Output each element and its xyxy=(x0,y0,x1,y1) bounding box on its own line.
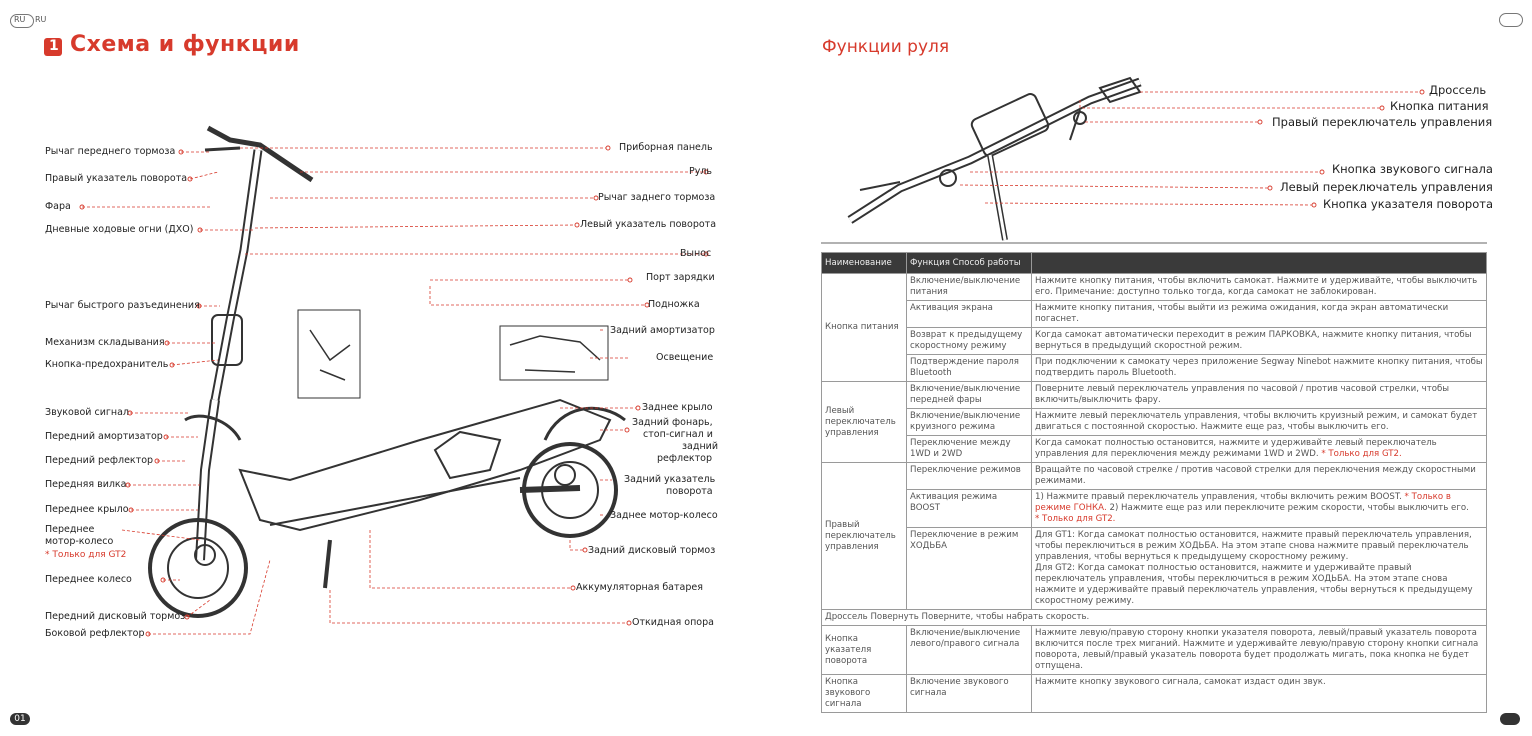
label-rear-turn-line2: поворота xyxy=(666,486,713,497)
row-note: * Только в режиме ГОНКА. xyxy=(1035,492,1451,513)
table-row xyxy=(822,409,1487,436)
table-row xyxy=(822,626,1487,675)
row-desc xyxy=(1032,490,1487,528)
label-left-turn-signal: Левый указатель поворота xyxy=(580,219,717,230)
label-right-turn-signal: Правый указатель поворота xyxy=(45,173,188,184)
group-name: Кнопка указателя поворота xyxy=(822,626,907,675)
label-headlight: Фара xyxy=(45,201,71,212)
label-left-control-switch: Левый переключатель управления xyxy=(1280,180,1493,194)
table-row xyxy=(822,274,1487,301)
label-front-disc-brake: Передний дисковый тормоз xyxy=(45,611,186,622)
row-desc-text: Для GT1: Когда самокат полностью остановится, нажмите правый переключатель управления, чтобы переключиться в режим ХОДЬБА. На этом этапе снова нажмите правый переключатель управления, чтобы вернуться к предыдущему скоростному режиму. xyxy=(1035,530,1472,562)
row-desc: Нажмите левую/правую сторону кнопки указателя поворота, левый/правый указатель поворота включится после трех миганий. Нажмите и удерживайте левую/правую сторону кнопки сигнала поворота, левый/правый указатель поворота будет продолжать мигать, пока кнопка не будет отпущена. xyxy=(1032,626,1487,675)
functions-table xyxy=(821,252,1487,713)
page-number-right xyxy=(1500,713,1520,725)
label-handlebar: Руль xyxy=(689,166,713,177)
label-front-reflector: Передний рефлектор xyxy=(45,455,154,466)
row-desc: Поверните левый переключатель управления по часовой / против часовой стрелки, чтобы включить/выключить фару. xyxy=(1032,382,1487,409)
lang-label-left: RU xyxy=(14,15,26,24)
throttle-func: Повернуть xyxy=(870,612,919,622)
header-name: Наименование xyxy=(822,253,907,274)
label-drl: Дневные ходовые огни (ДХО) xyxy=(45,224,194,235)
row-desc xyxy=(1032,528,1487,610)
table-row xyxy=(822,436,1487,463)
row-desc-text: 1) Нажмите правый переключатель управления, чтобы включить режим BOOST. xyxy=(1035,492,1402,502)
label-rear-fender: Заднее крыло xyxy=(642,402,713,413)
lang-label-left-outer: RU xyxy=(35,15,47,24)
table-row xyxy=(822,301,1487,328)
label-rear-turn-line1: Задний указатель xyxy=(624,474,716,485)
throttle-desc: Поверните, чтобы набрать скорость. xyxy=(921,612,1090,622)
row-desc: Нажмите кнопку питания, чтобы включить самокат. Нажмите и удерживайте, чтобы выключить его. Примечание: доступно только тогда, когда самокат не заблокирован. xyxy=(1032,274,1487,301)
label-taillight-line2: стоп-сигнал и xyxy=(643,429,713,440)
row-desc: Вращайте по часовой стрелке / против часовой стрелки для переключения между скоростными режимами. xyxy=(1032,463,1487,490)
group-name: Кнопка питания xyxy=(822,274,907,382)
row-function: Возврат к предыдущему скоростному режиму xyxy=(907,328,1032,355)
row-desc: Когда самокат автоматически переходит в режим ПАРКОВКА, нажмите кнопку питания, чтобы вернуться в предыдущий скоростной режим. xyxy=(1032,328,1487,355)
label-throttle: Дроссель xyxy=(1429,83,1487,97)
row-desc xyxy=(1032,436,1487,463)
label-front-shock: Передний амортизатор xyxy=(45,431,163,442)
row-function: Включение/выключение круизного режима xyxy=(907,409,1032,436)
row-function: Включение звукового сигнала xyxy=(907,675,1032,713)
row-desc: Нажмите левый переключатель управления, чтобы включить круизный режим, и самокат будет двигаться с постоянной скоростью. Нажмите еще раз, чтобы выключить его. xyxy=(1032,409,1487,436)
label-power-button: Кнопка питания xyxy=(1390,99,1489,113)
row-note: * Только для GT2. xyxy=(1321,449,1402,459)
label-front-wheel: Переднее колесо xyxy=(45,574,132,585)
row-desc: При подключении к самокату через приложение Segway Ninebot нажмите кнопку питания, чтобы подтвердить пароль Bluetooth. xyxy=(1032,355,1487,382)
group-name: Правый переключатель управления xyxy=(822,463,907,610)
row-function: Переключение в режим ХОДЬБА xyxy=(907,528,1032,610)
table-row xyxy=(822,355,1487,382)
row-function: Переключение режимов xyxy=(907,463,1032,490)
label-taillight-line4: рефлектор xyxy=(657,453,713,464)
label-stem: Вынос xyxy=(680,248,712,259)
throttle-name: Дроссель xyxy=(825,612,868,622)
group-name: Левый переключатель управления xyxy=(822,382,907,463)
row-desc: Нажмите кнопку питания, чтобы выйти из режима ожидания, когда экран автоматически погаснет. xyxy=(1032,301,1487,328)
row-function: Переключение между 1WD и 2WD xyxy=(907,436,1032,463)
label-front-brake-lever: Рычаг переднего тормоза xyxy=(45,146,176,157)
group-name: Кнопка звукового сигнала xyxy=(822,675,907,713)
label-front-motor-line1: Переднее xyxy=(45,524,95,535)
table-row xyxy=(822,528,1487,610)
row-function: Включение/выключение передней фары xyxy=(907,382,1032,409)
row-function: Подтверждение пароля Bluetooth xyxy=(907,355,1032,382)
label-rear-brake-lever: Рычаг заднего тормоза xyxy=(598,192,716,203)
label-taillight-line3: задний xyxy=(682,441,719,452)
label-taillight-line1: Задний фонарь, xyxy=(632,417,713,428)
row-function: Включение/выключение питания xyxy=(907,274,1032,301)
label-gt2-note: * Только для GT2 xyxy=(45,550,127,560)
label-rear-shock: Задний амортизатор xyxy=(610,325,715,336)
table-row xyxy=(822,675,1487,713)
label-charging-port: Порт зарядки xyxy=(646,272,715,283)
label-dashboard: Приборная панель xyxy=(619,142,713,153)
row-desc-text: Когда самокат полностью остановится, нажмите и удерживайте левый переключатель управления для переключения между режимами 1WD и 2WD. xyxy=(1035,438,1437,459)
label-footboard: Подножка xyxy=(648,299,700,310)
label-side-reflector: Боковой рефлектор xyxy=(45,628,145,639)
table-row xyxy=(822,610,1487,626)
label-front-motor-line2: мотор-колесо xyxy=(45,536,114,547)
label-turn-signal-button: Кнопка указателя поворота xyxy=(1323,197,1493,211)
throttle-row xyxy=(822,610,1487,626)
table-header-row xyxy=(822,253,1487,274)
label-rear-motor: Заднее мотор-колесо xyxy=(610,510,718,521)
header-function: Функция Способ работы xyxy=(907,253,1032,274)
page-title-left: Схема и функции xyxy=(70,32,300,57)
table-row xyxy=(822,463,1487,490)
row-function: Включение/выключение левого/правого сигнала xyxy=(907,626,1032,675)
row-function: Активация экрана xyxy=(907,301,1032,328)
label-right-control-switch: Правый переключатель управления xyxy=(1272,115,1493,129)
label-kickstand: Откидная опора xyxy=(632,617,714,628)
label-rear-disc-brake: Задний дисковый тормоз xyxy=(588,545,716,556)
row-desc: Нажмите кнопку звукового сигнала, самокат издаст один звук. xyxy=(1032,675,1487,713)
label-safety-button: Кнопка-предохранитель xyxy=(45,359,169,370)
label-horn-button: Кнопка звукового сигнала xyxy=(1332,162,1493,176)
row-desc-text-2: Для GT2: Когда самокат полностью остановится, нажмите и удерживайте правый переключатель управления, чтобы переключиться в режим ХОДЬБА. На этом этапе снова нажмите и удерживайте правый переключатель управления, чтобы вернуться к предыдущему скоростному режиму. xyxy=(1035,563,1473,606)
label-lighting: Освещение xyxy=(656,352,714,363)
row-function: Активация режима BOOST xyxy=(907,490,1032,528)
label-front-fork: Передняя вилка xyxy=(45,479,127,490)
table-row xyxy=(822,490,1487,528)
row-desc-text-2: 2) Нажмите еще раз или переключите режим скорости, чтобы выключить его. xyxy=(1109,503,1469,513)
label-horn: Звуковой сигнал xyxy=(45,407,129,418)
header-desc xyxy=(1032,253,1487,274)
page-number-left: 01 xyxy=(10,713,30,725)
section-badge-number: 1 xyxy=(49,38,59,54)
label-quick-release: Рычаг быстрого разъединения xyxy=(45,300,200,311)
label-battery: Аккумуляторная батарея xyxy=(576,582,703,593)
label-folding-mechanism: Механизм складывания xyxy=(45,337,165,348)
table-row xyxy=(822,382,1487,409)
row-note-2: * Только для GT2. xyxy=(1035,514,1116,524)
label-front-fender: Переднее крыло xyxy=(45,504,129,515)
page-title-right: Функции руля xyxy=(822,37,950,57)
table-row xyxy=(822,328,1487,355)
